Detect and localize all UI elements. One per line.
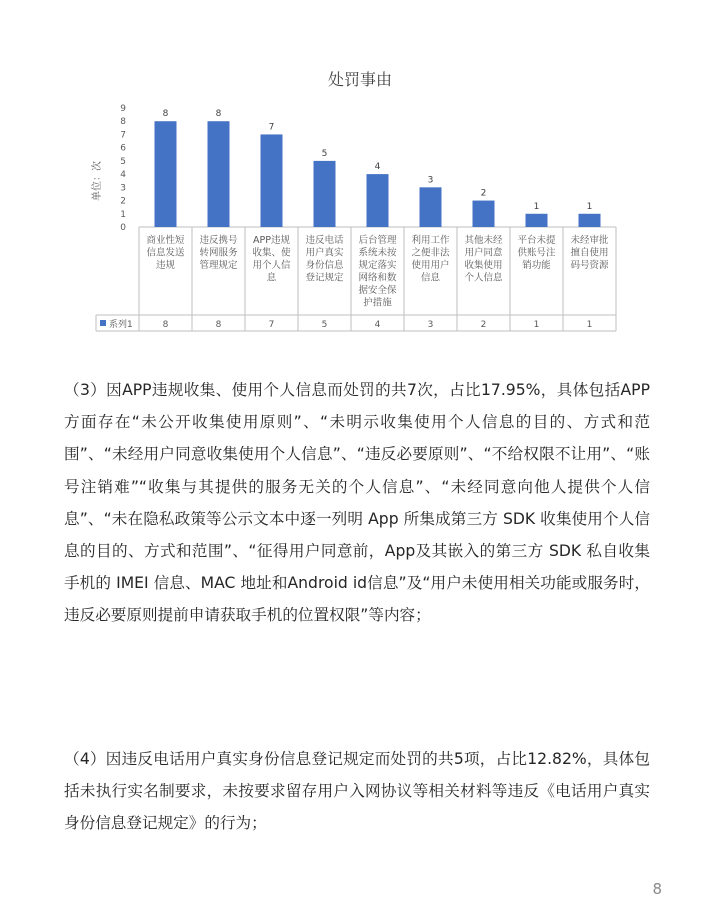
- bar: [208, 121, 230, 227]
- data-label: 5: [321, 148, 328, 159]
- legend-series-label: 系列1: [109, 320, 133, 330]
- y-tick-label: 6: [120, 143, 126, 154]
- bar: [420, 187, 442, 227]
- paragraph-app-violations: （3）因APP违规收集、使用个人信息而处罚的共7次，占比17.95%，具体包括APP方面存在“未公开收集使用原则”、“未明示收集使用个人信息的目的、方式和范围”、“未经用户同意收集使用个人信息”、“违反必要原则”、“不给权限不让用”、“账号注销难”“收集与其提供的服务无关的个人信息”、“未经同意向他人提供个人信息”、“未在隐私政策等公示文本中逐一列明 App 所集成第三方 SDK 收集使用个人信息的目的、方式和范围”、“征得用户同意前，App及其嵌入的第三方 SDK 私自收集手机的 IMEI 信息、MAC 地址和Android id信息”及“用户未使用相关功能或服务时，违反必要原则提前申请获取手机的位置权限”等内容；: [64, 381, 650, 625]
- category-label: 商业性短信息发送违规: [146, 235, 185, 271]
- table-value: 4: [374, 320, 381, 330]
- data-label: 1: [533, 201, 540, 212]
- bar: [155, 121, 177, 227]
- y-tick-label: 2: [120, 196, 126, 207]
- table-value: 8: [162, 320, 169, 330]
- y-tick-label: 9: [120, 104, 126, 114]
- y-tick-label: 1: [120, 209, 126, 220]
- data-label: 2: [480, 188, 487, 199]
- chart-title: 处罚事由: [327, 70, 393, 89]
- data-label: 4: [374, 162, 381, 173]
- data-label: 7: [268, 122, 275, 133]
- table-value: 8: [215, 320, 222, 330]
- table-value: 1: [533, 320, 540, 330]
- bar: [473, 201, 495, 227]
- category-label: 平台未提供账号注销功能: [517, 235, 556, 271]
- category-label: 违反携号转网服务管理规定: [199, 235, 238, 271]
- table-value: 1: [586, 320, 593, 330]
- y-tick-label: 7: [120, 130, 126, 141]
- legend-swatch: [100, 320, 106, 326]
- bar: [579, 214, 601, 227]
- data-label: 1: [586, 201, 593, 212]
- y-tick-label: 8: [120, 117, 126, 128]
- y-tick-label: 0: [120, 223, 126, 233]
- table-value: 5: [321, 320, 328, 330]
- data-label: 8: [215, 109, 222, 120]
- category-label: 后台管理系统未按规定落实网络和数据安全保护措施: [358, 235, 397, 309]
- bar: [367, 174, 389, 227]
- y-tick-label: 3: [120, 183, 126, 194]
- y-tick-label: 5: [120, 156, 126, 167]
- y-tick-label: 4: [120, 170, 126, 181]
- paragraph-real-name-violations: （4）因违反电话用户真实身份信息登记规定而处罚的共5项，占比12.82%，具体包括未执行实名制要求，未按要求留存用户入网协议等相关材料等违反《电话用户真实身份信息登记规定》的行为；: [64, 750, 650, 833]
- category-label: 利用工作之便非法使用用户信息: [411, 235, 450, 284]
- data-label: 3: [427, 175, 434, 186]
- y-axis-label: 单位：次: [92, 161, 103, 201]
- table-value: 7: [268, 320, 275, 330]
- page-number: 8: [652, 880, 662, 898]
- category-label: 其他未经用户同意收集使用个人信息: [464, 235, 503, 284]
- bar-chart: [0, 0, 710, 340]
- category-label: APP违规收集、使用个人信息: [252, 235, 291, 284]
- category-label: 违反电话用户真实身份信息登记规定: [305, 235, 344, 284]
- bar: [314, 161, 336, 227]
- data-label: 8: [162, 109, 169, 120]
- bar: [261, 134, 283, 227]
- category-label: 未经审批擅自使用码号资源: [570, 235, 609, 271]
- table-value: 3: [427, 320, 434, 330]
- table-value: 2: [480, 320, 487, 330]
- bar: [526, 214, 548, 227]
